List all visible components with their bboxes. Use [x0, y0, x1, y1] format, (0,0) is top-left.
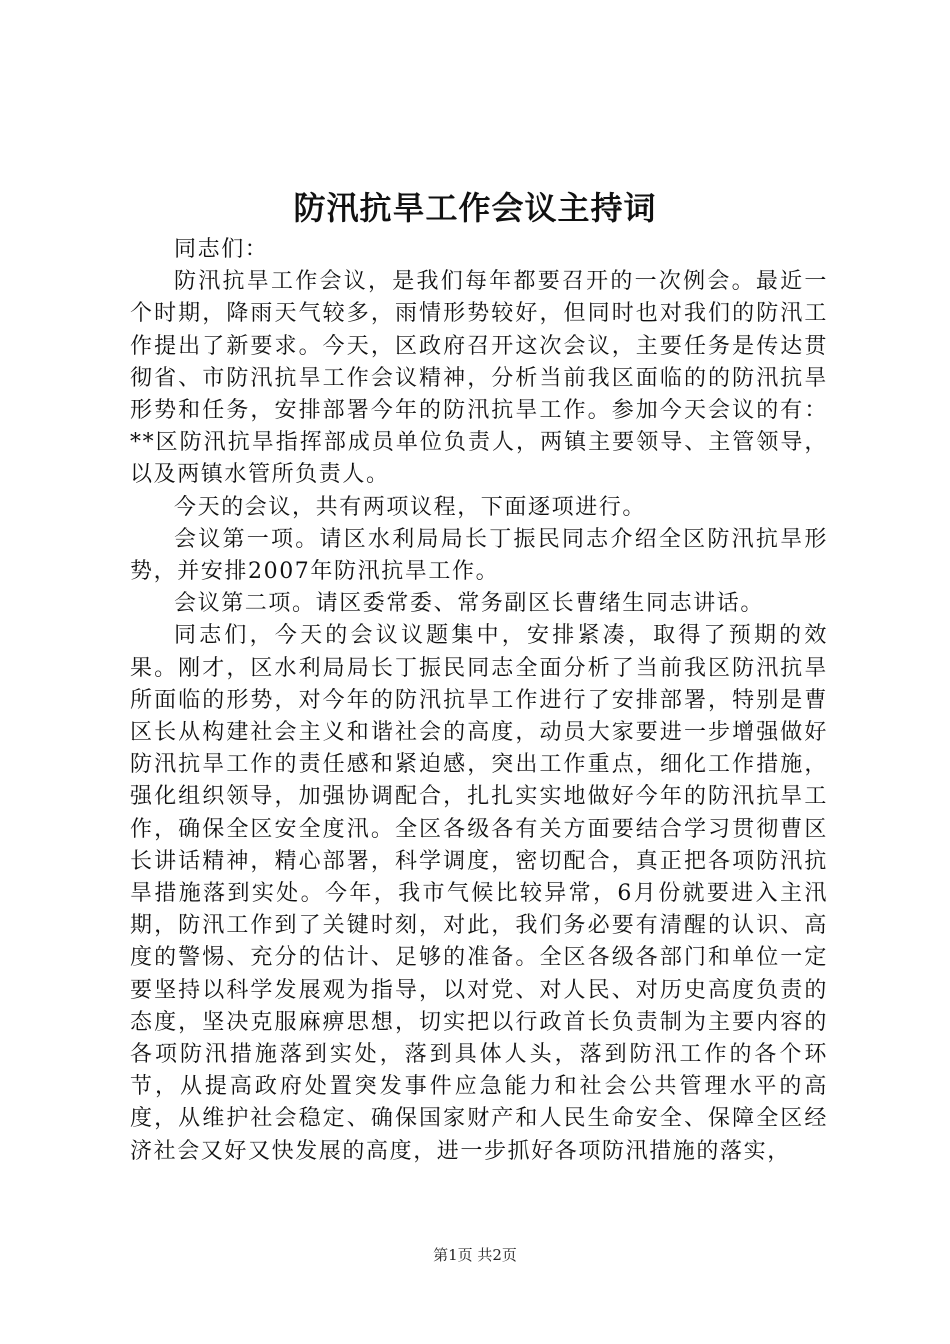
document-title: 防汛抗旱工作会议主持词 — [293, 189, 657, 227]
paragraph-intro: 防汛抗旱工作会议，是我们每年都要召开的一次例会。最近一个时期，降雨天气较多，雨情形势较好，但同时也对我们的防汛工作提出了新要求。今天，区政府召开这次会议，主要任务是传达贯彻省、市防汛抗旱工作会议精神，分析当前我区面临的的防汛抗旱形势和任务，安排部署今年的防汛抗旱工作。参加今天会议的有：**区防汛抗旱指挥部成员单位负责人，两镇主要领导、主管领导，以及两镇水管所负责人。 — [130, 269, 828, 488]
document-body — [130, 234, 828, 1168]
paragraph-item-two: 会议第二项。请区委常委、常务副区长曹绪生同志讲话。 — [174, 591, 765, 617]
paragraph-agenda: 今天的会议，共有两项议程，下面逐项进行。 — [174, 494, 647, 520]
page-footer: 第1页 共2页 — [433, 1246, 517, 1264]
paragraph-summary: 同志们，今天的会议议题集中，安排紧凑，取得了预期的效果。刚才，区水利局局长丁振民同志全面分析了当前我区防汛抗旱所面临的形势，对今年的防汛抗旱工作进行了安排部署，特别是曹区长从构建社会主义和谐社会的高度，动员大家要进一步增强做好防汛抗旱工作的责任感和紧迫感，突出工作重点，细化工作措施，强化组织领导，加强协调配合，扎扎实实地做好今年的防汛抗旱工作，确保全区安全度汛。全区各级各有关方面要结合学习贯彻曹区长讲话精神，精心部署，科学调度，密切配合，真正把各项防汛抗旱措施落到实处。今年，我市气候比较异常，6月份就要进入主汛期，防汛工作到了关键时刻，对此，我们务必要有清醒的认识、高度的警惕、充分的估计、足够的准备。全区各级各部门和单位一定要坚持以科学发展观为指导，以对党、对人民、对历史高度负责的态度，坚决克服麻痹思想，切实把以行政首长负责制为主要内容的各项防汛措施落到实处，落到具体人头，落到防汛工作的各个环节，从提高政府处置突发事件应急能力和社会公共管理水平的高度，从维护社会稳定、确保国家财产和人民生命安全、保障全区经济社会又好又快发展的高度，进一步抓好各项防汛措施的落实， — [130, 623, 828, 1164]
paragraph-salutation: 同志们： — [174, 237, 269, 262]
paragraph-item-one: 会议第一项。请区水利局局长丁振民同志介绍全区防汛抗旱形势，并安排2007年防汛抗旱工作。 — [130, 526, 828, 585]
